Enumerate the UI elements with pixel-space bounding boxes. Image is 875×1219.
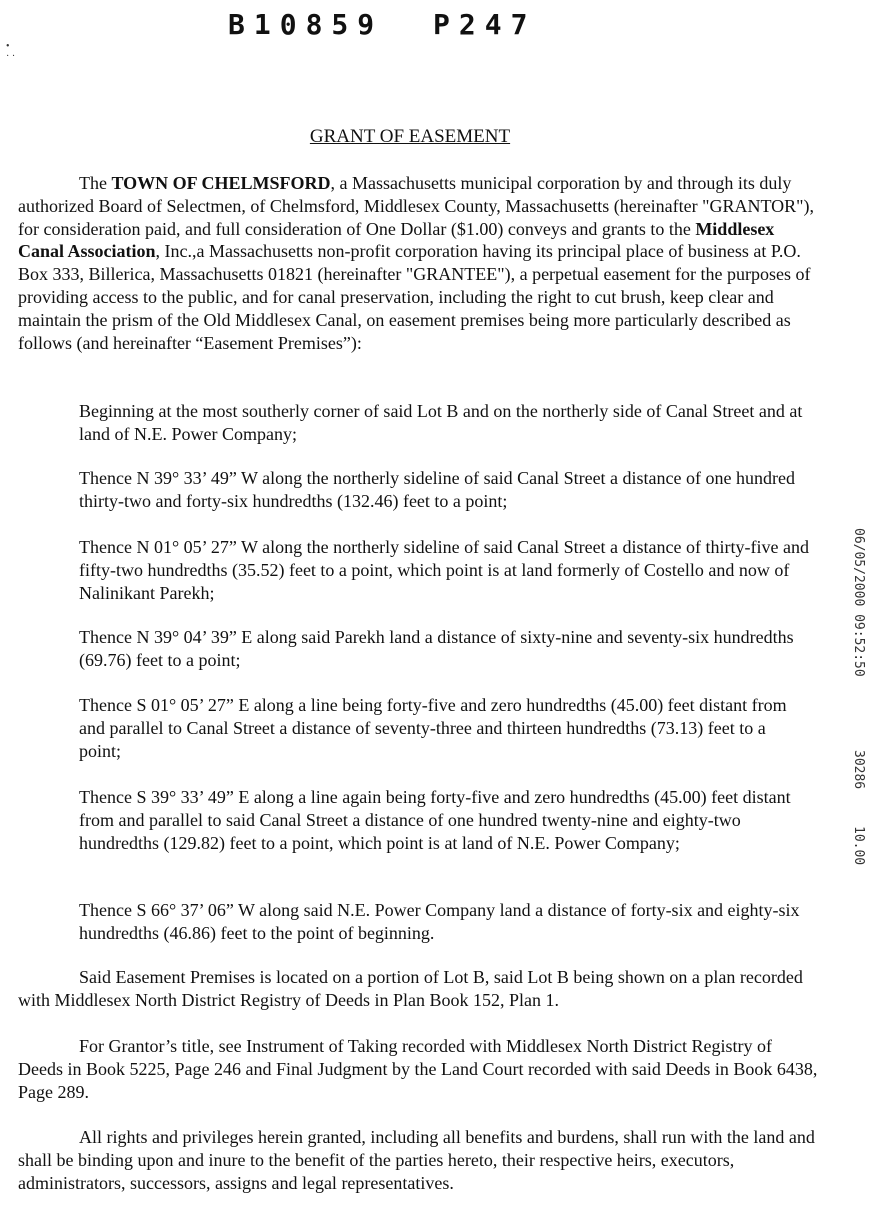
grantee-name: Middlesex Canal Association bbox=[18, 218, 775, 262]
intro-mid2: , Inc.,a Massachusetts non-profit corporation having its principal place of business at P.O. Box 333, Billerica, Massachusetts 01821 (hereinafter "GRANTEE"), a perpetual easement for the purposes of providing access to the public, and for canal preservation, including the right to cut brush, keep clear and maintain the prism of the Old Middlesex Canal, on easement premises being more particularly described as follows (and hereinafter “Easement Premises”): bbox=[18, 241, 811, 353]
intro-mid1: , a Massachusetts municipal corporation by and through its duly authorized Board of Selectmen, of Chelmsford, Middlesex County, Massachusetts (hereinafter "GRANTOR"), for consideration paid, and full consideration of One Dollar ($1.00) conveys and grants to the bbox=[18, 173, 815, 239]
course-6: Thence S 66° 37’ 06” W along said N.E. Power Company land a distance of forty-six and eighty-six hundredths (46.86) feet to the point of beginning. bbox=[79, 900, 800, 943]
location-paragraph: Said Easement Premises is located on a portion of Lot B, said Lot B being shown on a plan recorded with Middlesex North District Registry of Deeds in Plan Book 152, Plan 1. bbox=[18, 967, 803, 1010]
course-5: Thence S 39° 33’ 49” E along a line again being forty-five and zero hundredths (45.00) feet distant from and parallel to said Canal Street a distance of one hundred twenty-nine and eighty-two hundredths (129.82) feet to a point, which point is at land of N.E. Power Company; bbox=[79, 787, 791, 853]
rights-paragraph: All rights and privileges herein granted, including all benefits and burdens, shall run with the land and shall be binding upon and inure to the benefit of the parties hereto, their respective heirs, executors, administrators, successors, assigns and legal representatives. bbox=[18, 1127, 815, 1193]
page-number: P247 bbox=[433, 8, 537, 41]
document-title: GRANT OF EASEMENT bbox=[309, 126, 511, 147]
course-2: Thence N 01° 05’ 27” W along the northerly sideline of said Canal Street a distance of thirty-five and fifty-two hundredths (35.52) feet to a point, which point is at land formerly of Costello and now of Nalinikant Parekh; bbox=[79, 537, 809, 603]
recording-number-stamp: 30286 bbox=[851, 750, 866, 790]
grantor-title-paragraph: For Grantor’s title, see Instrument of Taking recorded with Middlesex North District Registry of Deeds in Book 5225, Page 246 and Final Judgment by the Land Court recorded with said Deeds in Book 6438, Page 289. bbox=[18, 1036, 818, 1102]
recording-fee-stamp: 10.00 bbox=[851, 826, 866, 866]
book-number: B10859 bbox=[228, 8, 384, 41]
book-page-stamp bbox=[228, 8, 560, 41]
course-beginning: Beginning at the most southerly corner of said Lot B and on the northerly side of Canal Street and at land of N.E. Power Company; bbox=[79, 401, 803, 444]
course-3: Thence N 39° 04’ 39” E along said Parekh land a distance of sixty-nine and seventy-six hundredths (69.76) feet to a point; bbox=[79, 627, 794, 670]
course-4: Thence S 01° 05’ 27” E along a line being forty-five and zero hundredths (45.00) feet distant from and parallel to Canal Street a distance of seventy-three and thirteen hundredths (73.13) feet to a point; bbox=[79, 695, 787, 761]
scan-specks: • · · bbox=[6, 41, 16, 62]
grantor-name: TOWN OF CHELMSFORD bbox=[111, 173, 331, 193]
course-1: Thence N 39° 33’ 49” W along the northerly sideline of said Canal Street a distance of one hundred thirty-two and forty-six hundredths (132.46) feet to a point; bbox=[79, 468, 795, 511]
intro-prefix: The bbox=[79, 173, 112, 193]
recording-datetime-stamp: 06/05/2000 09:52:50 bbox=[851, 528, 866, 677]
intro-paragraph bbox=[18, 172, 818, 354]
